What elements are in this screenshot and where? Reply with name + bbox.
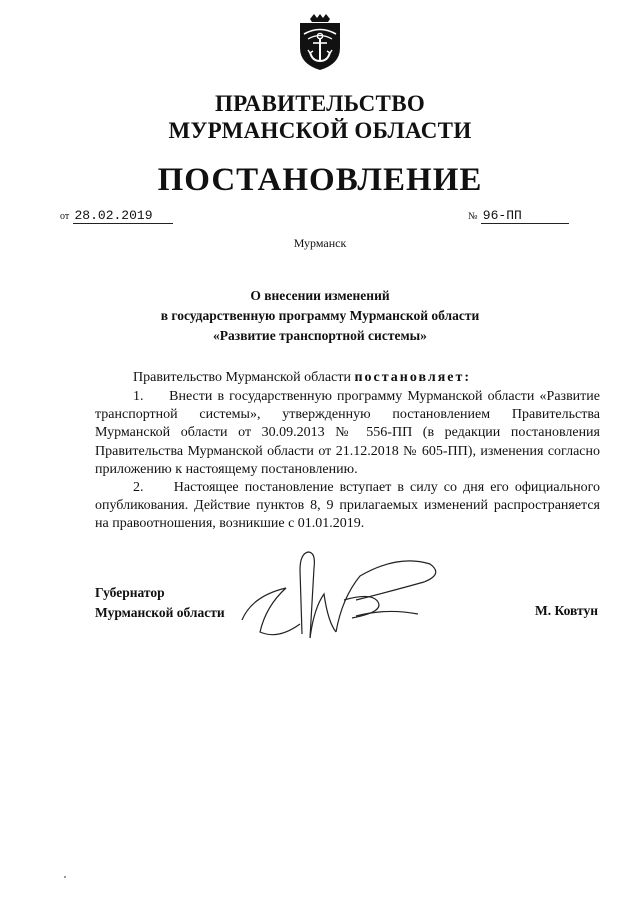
signatory-position-line2: Мурманской области bbox=[95, 605, 225, 620]
signatory-position bbox=[95, 583, 225, 623]
date-value: 28.02.2019 bbox=[73, 208, 173, 224]
subject-line3: «Развитие транспортной системы» bbox=[213, 328, 427, 343]
handwritten-signature bbox=[238, 548, 443, 648]
city: Мурманск bbox=[293, 236, 347, 250]
body-item-1: 1. Внести в государственную программу Мурманской области «Развитие транспортной системы», утвержденную постановлением Правительства Мурманской области от 30.09.2013 № 556-ПП (в редакции постановления Правительства Мурманской области от 21.12.2018 № 605-ПП), изменения согласно приложению к настоящему постановлению. bbox=[95, 389, 600, 477]
document-subject bbox=[0, 286, 640, 346]
signatory-name: М. Ковтун bbox=[535, 603, 598, 618]
preamble-text: Правительство Мурманской области bbox=[133, 370, 355, 385]
document-type: ПОСТАНОВЛЕНИЕ bbox=[157, 162, 483, 198]
number-value: 96-ПП bbox=[481, 208, 569, 224]
date-field bbox=[60, 207, 173, 224]
body-item-2: 2. Настоящее постановление вступает в силу со дня его официального опубликования. Действие пунктов 8, 9 прилагаемых изменений распространяется на правоотношения, возникшие с 01.01.2019. bbox=[95, 480, 600, 532]
date-label: от bbox=[60, 211, 70, 222]
coat-of-arms-icon bbox=[298, 14, 342, 70]
number-field bbox=[468, 207, 569, 224]
preamble bbox=[133, 370, 471, 386]
preamble-verb: постановляет: bbox=[354, 370, 472, 385]
subject-line1: О внесении изменений bbox=[250, 288, 390, 303]
signatory-position-line1: Губернатор bbox=[95, 585, 165, 600]
subject-line2: в государственную программу Мурманской области bbox=[160, 308, 480, 323]
government-title-line1: ПРАВИТЕЛЬСТВО bbox=[214, 91, 426, 116]
document-body bbox=[95, 388, 600, 534]
scan-mark bbox=[64, 876, 66, 878]
government-title bbox=[0, 90, 640, 144]
government-title-line2: МУРМАНСКОЙ ОБЛАСТИ bbox=[168, 118, 472, 143]
number-label: № bbox=[468, 211, 478, 222]
